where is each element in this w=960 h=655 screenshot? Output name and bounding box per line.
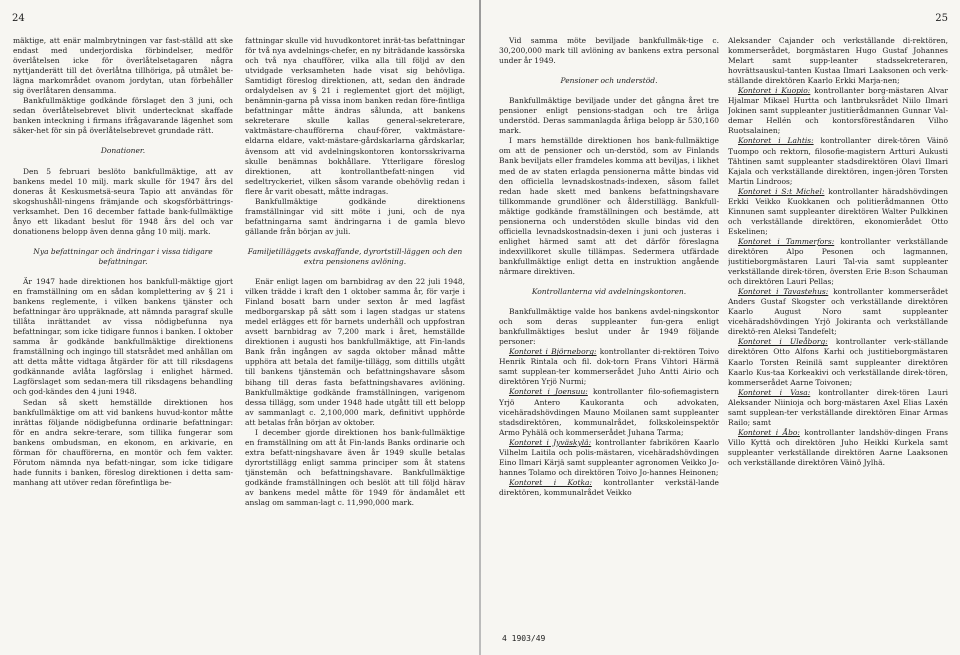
- section-heading-donations: Donationer.: [100, 146, 146, 156]
- right-column-2: [728, 36, 948, 647]
- paragraph: Enär enligt lagen om barnbidrag av den 22 juli 1948, vilken trädde i kraft den 1 oktober samma år, för varje i Finland bosatt barn under sexton år med lagfäst medborgarskap på sätt som i lagen stadgas ur statens medel erlägges ett för barnets underhåll och uppfostran avsett barnbidrag av 7,200 mark i året, hemställde direktionen i augusti hos bankfullmäktige, att Fin-lands Bank från ingången av sagda oktober månad måtte upphöra att betala det familje-tillägg, som dittills utgått till bankens tjänstemän och befattningshavare såsom bihang till deras fasta befattningshavares avlöning. Bankfullmäktige godkände framställningen, varigenom dessa tillägg, som under 1948 hade utgått till ett belopp av sammanlagt c. 2,100,000 mark, definitivt upphörde att betalas från början av oktober.: [245, 277, 465, 427]
- paragraph: mäktige, att enär malmbrytningen var fast-ställd att ske endast med underjordiska förbindelser, medför överlåtelsen icke för överlåtelsetagaren några nyttjanderätt till det överlåtna tillhöriga, på utmålet be-lägna markområdet ovanom jordytan, utan förbehåller sig överlåtaren densamma.: [13, 36, 233, 96]
- list-item: [728, 287, 948, 337]
- paragraph: Bankfullmäktige godkände förslaget den 3 juni, och sedan överlåtelsebrevet blivit undertecknat skaffade banken inteckning i firmans ifrågavarande lägenhet som säker-het för sin på överlåtelsebrevet grundade rätt.: [13, 96, 233, 136]
- paragraph: I mars hemställde direktionen hos bank-fullmäktige om att de pensioner och un-derstöd, som av Finlands Bank beviljats eller framdeles komma att beviljas, i likhet med de av staten erlagda pensionerna måtte bindas vid den officiella levnadskostnads-indexen, såsom fallet redan hade skett med bankens befattningshavare tillkommande grundlöner och ålderstillägg. Bankfull-mäktige godkände framställningen och bestämde, att pensionerna och understöden skulle bindas vid den officiella levnadskostnadsin-dexen i juni och justeras i enlighet härmed samt att det därför föreslagna indexvillkoret skulle tillämpas. Sedermera utfärdade bankfullmäktige enligt detta en instruktion angående närmare direktiven.: [499, 136, 719, 276]
- paragraph: Den 5 februari beslöto bankfullmäktige, att av bankens medel 10 milj. mark skulle för 1947 års del doneras åt Keskusmetsä-seura Tapio att användas för skogshushåll-ningens främjande och skogsförbättrings-verksamhet. Den 16 december fattade bank-fullmäktige ånyo ett likadant beslut för 1948 års del och var donationens belopp även denna gång 10 milj. mark.: [13, 166, 233, 236]
- office-label: Kontoret i Jyväskylä:: [509, 437, 592, 447]
- page-number-left: 24: [12, 13, 25, 24]
- paragraph: Bankfullmäktige valde hos bankens avdel-ningskontor och som deras suppleanter fun-gera enligt bankfullmäktiges beslut under år 1949 följande personer:: [499, 307, 719, 347]
- office-label: Kontoret i Tavastehus:: [738, 287, 829, 297]
- office-text: kontrollanter filo-sofiemagistern Yrjö Antero Kaukoranta och advokaten, vicehäradshövdingen Mauno Moilanen samt suppleanter stadsdirektören, kommunalrådet, folkskoleinspektör Armo Pyhälä och kommerserådet Juhana Tarma;: [499, 387, 719, 437]
- paragraph: Vid samma möte beviljade bankfullmäk-tige c. 30,200,000 mark till avlöning av bankens extra personal under år 1949.: [499, 36, 719, 66]
- office-text: kontrollanter häradshövdingen Erkki Veikko Kuokkanen och politierådmannen Otto Kinnunen samt suppleanter direktören Walter Pulkkinen och verkställande direktören, ekonomierådet Otto Eskelinen;: [728, 186, 948, 236]
- office-text: kontrollanter verkstäl-lande direktören, kommunalrådet Veikko: [499, 477, 719, 497]
- paragraph: Sedan så skett hemställde direktionen hos bankfullmäktige om att vid bankens huvud-kontor måtte inrättas följande nödigbefunna ordinarie befattningar: för en andra sekre-terare, som tillika fungerar som bankens ombudsman, en ekonom, en arkivarie, en förman för chaufförerna, en montör och fem vakter. Förutom nämnda nya befatt-ningar, som icke tidigare hade funnits i banken, föreslog direktionen i detta sam-manhang att utöver redan förefintliga be-: [13, 397, 233, 487]
- office-text: kontrollanter fabrikören Kaarlo Vilhelm Laitila och polis-mästaren, vicehäradshövdingen Eino Ilmari Kärjä samt suppleanter agronomen Veikko Jo-hannes Tolamo och direktören Toivo Jo-hannes Heinonen;: [499, 437, 719, 477]
- office-text: kontrollanter landshöv-dingen Frans Villo Kyttä och direktören Juho Heikki Kurkela samt suppleanter verkställande direktören Aarne Laaksonen och verkställande direktören Väinö Jylhä.: [728, 427, 948, 467]
- office-label: Kontoret i Kotka:: [509, 477, 593, 487]
- office-label: Kontoret i S:t Michel:: [738, 186, 825, 196]
- office-label: Kontoret i Björneborg:: [509, 347, 597, 357]
- office-text: kontrollanter direk-tören Lauri Aleksander Niinioja och borg-mästaren Axel Elias Laxén samt supplean-ter verkställande direktören Einar Armas Railo; samt: [728, 387, 948, 427]
- list-item: [728, 86, 948, 136]
- office-text: kontrollanter direk-tören Väinö Tuompo och rektorn, filosofie-magistern Artturi Aukusti Tähtinen samt suppleanter stadsdirektören Olavi Ilmari Kajala och verkställande direktören, ingen-jören Torsten Martin Lindroos;: [728, 136, 948, 186]
- office-label: Kontoret i Åbo:: [738, 427, 800, 437]
- office-label: Kontoret i Kuopio:: [738, 86, 811, 96]
- list-item: [728, 388, 948, 428]
- section-heading-family-allowance: Familjetilläggets avskaffande, dyrortstill-läggen och den extra pensionens avlöning.: [247, 246, 463, 266]
- list-item: [728, 237, 948, 287]
- right-column-1: [499, 36, 719, 647]
- section-heading-pensions: Pensioner och understöd.: [560, 76, 658, 86]
- list-item: [728, 136, 948, 186]
- list-item: [728, 428, 948, 468]
- list-item: [728, 187, 948, 237]
- office-text: kontrollanter verkställande direktören Alpo Pesonen och lagmannen, justitieborgmästaren Lauri Tal-via samt suppleanter verkställande direk-tören, översten Erie B:son Schauman och direktören Lauri Pellas;: [728, 236, 948, 287]
- list-item: [499, 347, 719, 387]
- office-text: kontrollanter borg-mästaren Alvar Hjalmar Mikael Hurtta och lantbruksrådet Niilo Ilmari Jokinen samt suppleanter justitierådmannen Gunnar Val-demar Hellén och kontorsföreståndaren Vilho Ruotsalainen;: [728, 86, 948, 136]
- section-heading-control: Kontrollanterna vid avdelningskontoren.: [531, 287, 687, 297]
- paragraph: I december gjorde direktionen hos bank-fullmäktige en framställning om att åt Fin-lands Banks ordinarie och extra befatt-ningshavare även år 1949 skulle betalas dyrortstillägg enligt samma principer som åt statens tjänstemän och befattningshavare. Bankfullmäktige godkände framställningen och beslöt att till följd härav av bankens medel måtte för 1949 för ändamålet ett anslag om samman-lagt c. 11,990,000 mark.: [245, 427, 465, 508]
- right-page: [481, 0, 960, 655]
- list-item: [499, 438, 719, 478]
- office-label: Kontoret i Joensuu:: [509, 387, 588, 397]
- left-page: [0, 0, 479, 655]
- paragraph: Är 1947 hade direktionen hos bankfull-mäktige gjort en framställning om en sådan komplettering av § 21 i bankens reglemente, i vilken bankens tjänster och befattningar äro uppräknade, att nämnda paragraf skulle tillåta inrättandet av vissa nödigbefunna nya befattningar, som icke tidigare funnos i banken. I oktober samma år godkände bankfullmäktige direktionens framställning och ingingo till statsrådet med anhållan om att detta måtte vidtaga åtgärder för att till riksdagens godkännande avlåta lagförslag i enlighet härmed. Lagförslaget som sedan-mera till riksdagens behandling och god-kändes den 4 juni 1948.: [13, 276, 233, 397]
- office-label: Kontoret i Vasa:: [738, 387, 811, 397]
- left-column-2: [245, 36, 465, 647]
- page-number-right: 25: [935, 13, 948, 24]
- office-label: Kontoret i Lahtis:: [738, 136, 814, 146]
- office-label: Kontoret i Tammerfors:: [738, 236, 835, 246]
- office-label: Kontoret i Uleåborg:: [738, 337, 828, 347]
- print-code: 4 1903/49: [502, 634, 546, 643]
- paragraph: Aleksander Cajander och verkställande di-rektören, kommerserådet, borgmästaren Hugo Gustaf Johannes Melart samt supp-leanter stadssekreteraren, hovrättsauskul-tanten Kustaa Ilmari Laaksonen och verk-ställande direktören Kaarlo Erkki Marja-nen;: [728, 36, 948, 86]
- list-item: [499, 478, 719, 498]
- left-column-1: [13, 36, 233, 647]
- paragraph: Bankfullmäktige beviljade under det gångna året tre pensioner enligt pensions-stadgan och tre årliga understöd. Deras sammanlagda årliga belopp är 530,160 mark.: [499, 96, 719, 136]
- paragraph: Bankfullmäktige godkände direktionens framställningar vid sitt möte i juni, och de nya befattningarna samt ändringarna i de gamla blevo gällande från början av juli.: [245, 196, 465, 236]
- section-heading-new-posts: Nya befattningar och ändringar i vissa tidigare befattningar.: [33, 246, 213, 266]
- office-text: kontrollanter di-rektören Toivo Henrik Rintala och fil. dok-torn Frans Vihtori Härmä samt supplean-ter kommerserådet Juho Antti Airio och direktören Yrjö Nurmi;: [499, 347, 719, 387]
- office-text: kontrollanter verk-ställande direktören Otto Alfons Karhi och justitieborgmästaren Kaarlo Torsten Reinilä samt suppleanter direktören Kaarlo Kus-taa Korkeakivi och verkställande direk-tören, kommerserådet Aarne Toivonen;: [728, 337, 948, 387]
- list-item: [499, 387, 719, 437]
- list-item: [728, 337, 948, 387]
- office-text: kontrollanter kommerserådet Anders Gustaf Skogster och verkställande direktören Kaarlo August Noro samt suppleanter vicehäradshövdingen Yrjö Jokiranta och verkställande direktö-ren Aleksi Tandefelt;: [728, 287, 948, 337]
- paragraph: fattningar skulle vid huvudkontoret inrät-tas befattningar för två nya avdelnings-chefer, en ny biträdande kassörska och två nya chaufförer, vilka alla till följd av den utvidgade verksamheten hade visat sig behövliga. Samtidigt föreslog direktionen, att, sedan den ändrade ordalydelsen av § 21 i reglementet gjort det möjligt, benämnin-garna på vissa inom banken redan före-fintliga befattningar måtte ändras sålunda, att bankens sekreterare skulle kallas general-sekreterare, vaktmästare-chaufförerna chauf-förer, vaktmästare-eldarna eldare, vakt-mästare-gårdskarlarna gårdskarlar, ävensom att vid avdelningskontoren kontorsskrivarna skulle benämnas bokhållare. Ytterligare föreslog direktionen, att kontrollantbefatt-ningen vid sedeltryckeriet, vilken såsom varande obehövlig redan i flere år varit obesatt, måtte indragas.: [245, 36, 465, 196]
